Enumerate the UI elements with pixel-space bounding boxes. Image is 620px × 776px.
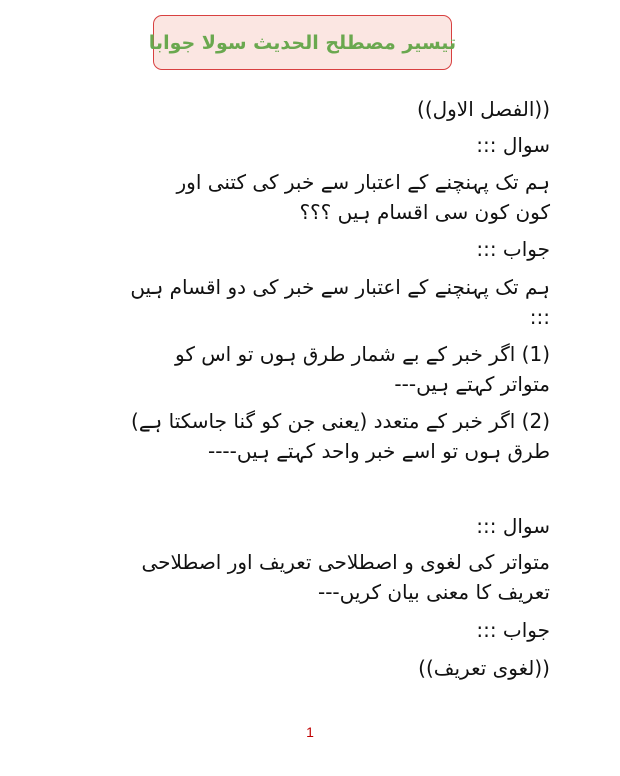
chapter-heading: ((الفصل الاول)) [417,97,550,121]
point-2-line-2: طرق ہوں تو اسے خبر واحد کہتے ہیں---- [208,439,550,463]
title-box [148,15,457,70]
lughawi-heading: ((لغوی تعریف)) [418,656,550,680]
point-1-line-2: متواتر کہتے ہیں--- [394,372,550,396]
answer-1-label: جواب ::: [476,237,550,261]
question-2-label: سوال ::: [476,514,550,538]
document-title: تیسیر مصطلح الحدیث سولا جوابا [148,31,457,54]
point-2-line-1: (2) اگر خبر کے متعدد (یعنی جن کو گنا جاسکتا ہے) [131,409,550,433]
page-number: 1 [306,724,314,740]
question-2-line-2: تعریف کا معنی بیان کریں--- [317,580,550,604]
point-1-line-1: (1) اگر خبر کے بے شمار طرق ہوں تو اس کو [175,342,550,366]
question-1-label: سوال ::: [476,133,550,157]
question-1-line-1: ہم تک پہنچنے کے اعتبار سے خبر کی کتنی اور [176,170,550,194]
answer-2-label: جواب ::: [476,618,550,642]
question-1-line-2: کون کون سی اقسام ہیں ؟؟؟ [299,200,550,224]
answer-1-line-1: ہم تک پہنچنے کے اعتبار سے خبر کی دو اقسام ہیں [130,275,550,299]
question-2-line-1: متواتر کی لغوی و اصطلاحی تعریف اور اصطلاحی [141,550,550,574]
answer-1-line-2: ::: [529,305,550,329]
